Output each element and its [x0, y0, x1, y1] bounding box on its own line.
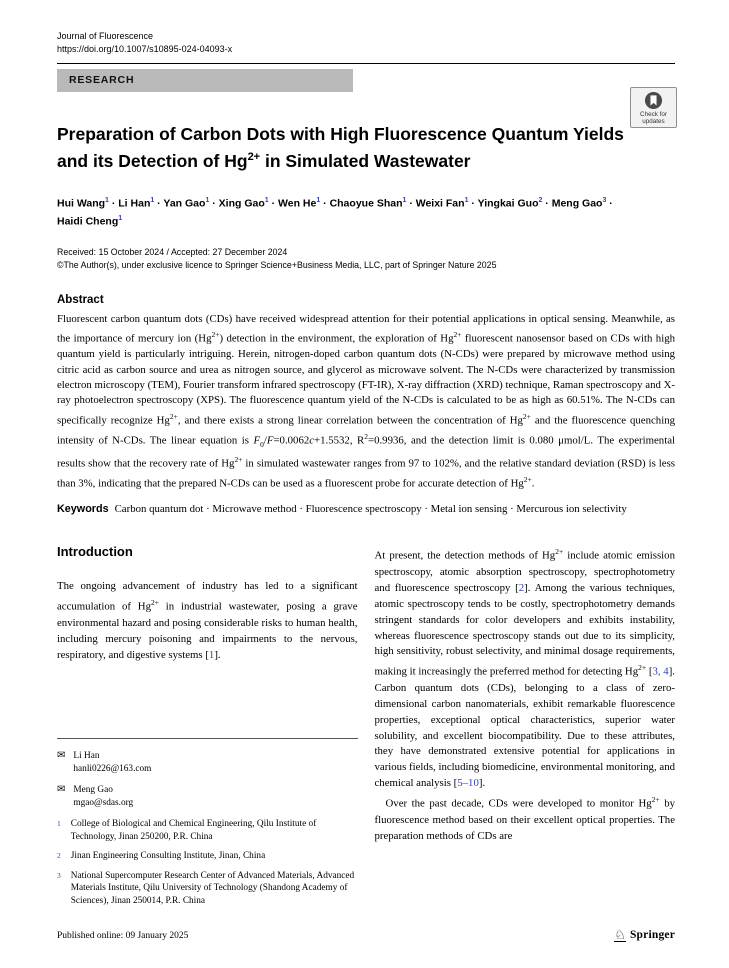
footnotes-block — [57, 738, 358, 914]
envelope-icon: ✉ — [57, 784, 66, 795]
journal-title: Journal of Fluorescence — [57, 31, 154, 41]
received-accepted: Received: 15 October 2024 / Accepted: 27 December 2024 — [57, 246, 288, 257]
affiliation-number: 1 — [57, 819, 61, 828]
check-updates-icon — [644, 91, 663, 111]
copyright-line: ©The Author(s), under exclusive licence to Springer Science+Business Media, LLC, part of Springer Nature 2025 — [57, 259, 497, 270]
authors-line: Hui Wang$^1$ · Li Han$^1$ · Yan Gao$^1$ · Xing Gao$^1$ · Wen $He^1$ · Chaoyue Shan$^1$ · Weixi Fan$^1$ · Yingkai Guo$^2$ · Meng Gao$^3$ · Haidi Cheng$^1$ — [57, 196, 613, 228]
affiliation-text: College of Biological and Chemical Engineering, Qilu Institute of Technology, Jinan 250200, P.R. China — [70, 819, 317, 842]
affiliation-text: National Supercomputer Research Center of Advanced Materials, Advanced Materials Institute, Qilu University of Technology (Shandong Academy of Sciences), Jinan 250014, P.R. China — [70, 870, 355, 906]
correspondence-name: Li Han — [73, 751, 100, 761]
keywords-text: Carbon quantum dot · Microwave method · Fluorescence spectroscopy · Metal ion sensing · Mercurous ion selectivity — [114, 503, 627, 516]
doi-link[interactable]: https://doi.org/10.1007/s10895-024-04093-x — [57, 43, 233, 54]
check-updates-button[interactable] — [630, 87, 677, 128]
affiliation-item — [57, 870, 358, 908]
affiliation-number: 2 — [57, 851, 61, 860]
right-column — [375, 544, 676, 914]
article-title: Preparation of Carbon Dots with High Fluorescence Quantum Yields and its Detection of $Hg^{2+}$ in Simulated Wastewater — [57, 124, 624, 171]
affiliation-item — [57, 850, 358, 863]
affiliation-item — [57, 818, 358, 843]
citation-link[interactable]: 1 — [208, 648, 215, 661]
abstract-heading: Abstract — [57, 293, 104, 306]
springer-logo — [614, 928, 675, 942]
affiliation-number: 3 — [57, 870, 61, 880]
springer-wordmark: Springer — [629, 928, 675, 941]
correspondence-email[interactable]: mgao@sdas.org — [73, 797, 134, 808]
published-online: Published online: 09 January 2025 — [57, 931, 189, 941]
check-updates-label: Check for updates — [640, 110, 667, 125]
header-rule — [57, 63, 675, 64]
springer-horse-icon: ♘ — [614, 927, 626, 942]
citation-link[interactable]: 5–10 — [457, 777, 479, 790]
keywords-label: Keywords — [57, 503, 109, 516]
envelope-icon: ✉ — [57, 750, 66, 761]
citation-link[interactable]: 3, 4 — [652, 665, 669, 678]
correspondence-item — [57, 784, 358, 809]
body-paragraph: At present, the detection methods of $Hg^{2+}$ include atomic emission spectroscopy, atomic absorption spectroscopy, spectrophotometry and fluorescence spectroscopy [2]. Among the various techniques, atomic spectroscopy tends to be costly, spectrophotometry demands stringent standards for color developers and exhibits instability, whereas fluorescence spectroscopy stands out due to its simplicity, high sensitivity, robust selectivity, and minimal dosage requirements, making it increasingly the preferred method for detecting $Hg^{2+}$ [3, 4]. Carbon quantum dots (CDs), belonging to a class of zero-dimensional carbon nanomaterials, exhibit remarkable fluorescence properties, exceptional optical characteristics, superior water solubility, and excellent biocompatibility. Due to these attributes, they have demonstrated extensive potential for applications in various fields, including biomedicine, environmental monitoring, and chemical analysis [5–10]. — [374, 547, 675, 790]
research-badge: RESEARCH — [57, 69, 353, 92]
keywords-line — [57, 502, 675, 517]
two-column-body — [57, 544, 675, 914]
footnote-rule — [57, 738, 358, 739]
abstract-text: Fluorescent carbon quantum dots (CDs) have received widespread attention for their potential applications in optical sensing. Meanwhile, as the importance of mercury ion $(Hg^{2+})$ detection in the environment, the exploration of $Hg^{2+}$ fluorescent nanosensor based on CDs with high quantum yield is particularly intriguing. Herein, nitrogen-doped carbon quantum dots (N-CDs) were prepared by microwave method using citric acid as carbon source and urea as nitrogen source, and glycerol as microwave solvent. The N-CDs were characterized by transmission electron microscopy (TEM), Fourier transform infrared spectroscopy (FT-IR), X-ray diffraction (XRD) technique, Raman spectroscopy and X-ray photoelectron spectroscopy (XPS). The fluorescence quantum yield of the N-CDs is calculated to be as high as 60.51%. The N-CDs can specifically recognize $Hg^{2+}$, and there exists a strong linear correlation between the concentration of $Hg^{2+}$ and the fluorescence quenching intensity of N-CDs. The linear equation is $F_0/F=0.0062c+1.5532$, $R^2=0.9936$, and the detection limit is 0.080 μmol/L. The experimental results show that the recovery rate of $Hg^{2+}$ in simulated wastewater ranges from 97 to 102%, and the relative standard deviation (RSD) is less than 3%, indicating that the prepared N-CDs can be used as a fluorescent probe for accurate detection of $Hg^{2+}$. — [57, 312, 675, 490]
body-paragraph: Over the past decade, CDs were developed to monitor $Hg^{2+}$ by fluorescence method based on their excellent optical properties. The preparation methods of CDs are — [374, 795, 676, 842]
page-footer — [57, 928, 675, 942]
left-column — [57, 544, 358, 914]
intro-paragraph: The ongoing advancement of industry has led to a significant accumulation of $Hg^{2+}$ in industrial wastewater, posing a grave environmental hazard and posing considerable risks to human health, including mercury poisoning and impairments to the nervous, respiratory, and digestive systems [1]. — [57, 580, 358, 661]
correspondence-item — [57, 750, 358, 775]
citation-link[interactable]: 2 — [518, 581, 525, 594]
correspondence-name: Meng Gao — [73, 785, 113, 795]
introduction-heading: Introduction — [57, 544, 133, 560]
affiliation-text: Jinan Engineering Consulting Institute, Jinan, China — [70, 851, 266, 861]
correspondence-email[interactable]: hanli0226@163.com — [73, 763, 152, 774]
